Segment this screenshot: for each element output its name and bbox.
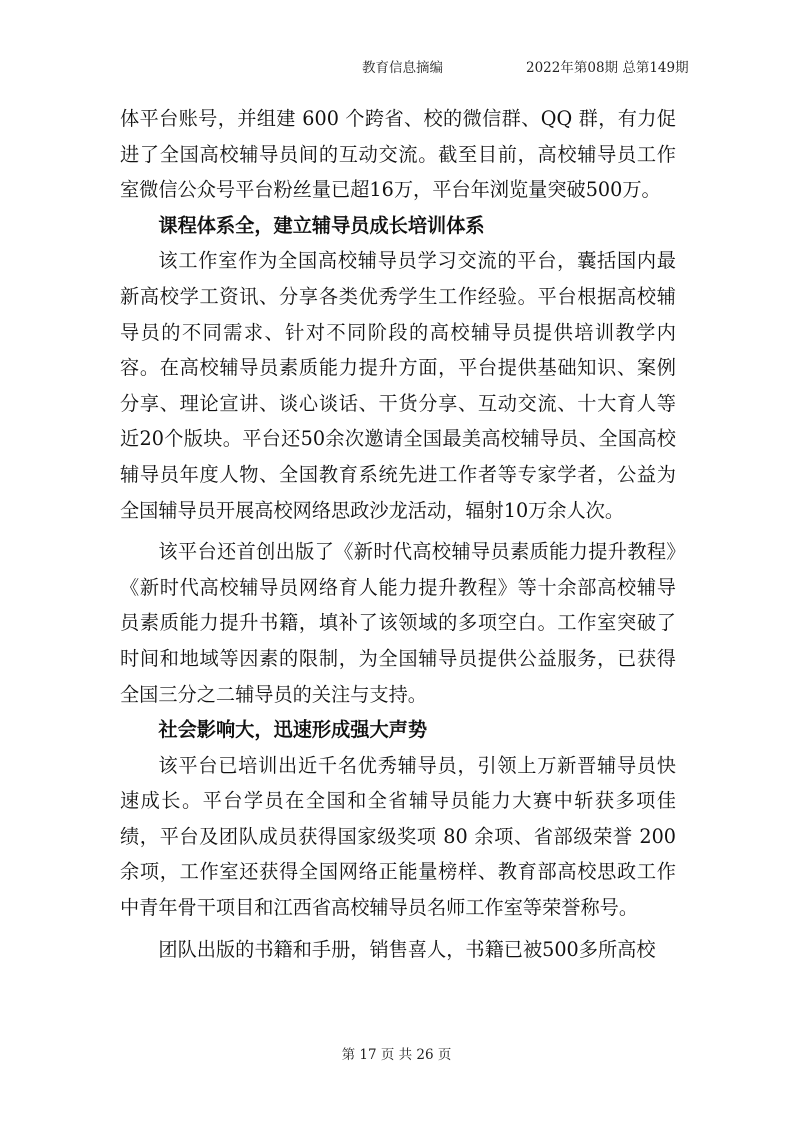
section-heading: 课程体系全，建立辅导员成长培训体系: [158, 213, 485, 237]
document-body: [120, 101, 676, 967]
page-footer: 第 17 页 共 26 页: [341, 1047, 452, 1063]
section-heading: 社会影响大，迅速形成强大声势: [158, 718, 428, 742]
body-paragraph: 该工作室作为全国高校辅导员学习交流的平台，囊括国内最新高校学工资讯、分享各类优秀学生工作经验。平台根据高校辅导员的不同需求、针对不同阶段的高校辅导员提供培训教学内容。在高校辅导员素质能力提升方面，平台提供基础知识、案例分享、理论宣讲、谈心谈话、干货分享、互动交流、十大育人等近20个版块。平台还50余次邀请全国最美高校辅导员、全国高校辅导员年度人物、全国教育系统先进工作者等专家学者，公益为全国辅导员开展高校网络思政沙龙活动，辐射10万余人次。: [120, 249, 676, 522]
body-paragraph: 该平台已培训出近千名优秀辅导员，引领上万新晋辅导员快速成长。平台学员在全国和全省辅导员能力大赛中斩获多项佳绩，平台及团队成员获得国家级奖项 80 余项、省部级荣誉 200 余项，工作室还获得全国网络正能量榜样、教育部高校思政工作中青年骨干项目和江西省高校辅导员名师工作室等荣誉称号。: [120, 753, 676, 920]
publication-title: 教育信息摘编: [362, 60, 443, 76]
body-paragraph: 该平台还首创出版了《新时代高校辅导员素质能力提升教程》《新时代高校辅导员网络育人能力提升教程》等十余部高校辅导员素质能力提升书籍，填补了该领域的多项空白。工作室突破了时间和地域等因素的限制，为全国辅导员提供公益服务，已获得全国三分之二辅导员的关注与支持。: [120, 540, 676, 706]
paragraph-continued: 体平台账号，并组建 600 个跨省、校的微信群、QQ 群，有力促进了全国高校辅导员间的互动交流。截至目前，高校辅导员工作室微信公众号平台粉丝量已超16万，平台年浏览量突破500万。: [120, 107, 676, 202]
issue-number: 2022年第08期 总第149期: [526, 60, 689, 76]
page-header: [0, 56, 793, 80]
body-paragraph: 团队出版的书籍和手册，销售喜人，书籍已被500多所高校: [158, 937, 656, 961]
